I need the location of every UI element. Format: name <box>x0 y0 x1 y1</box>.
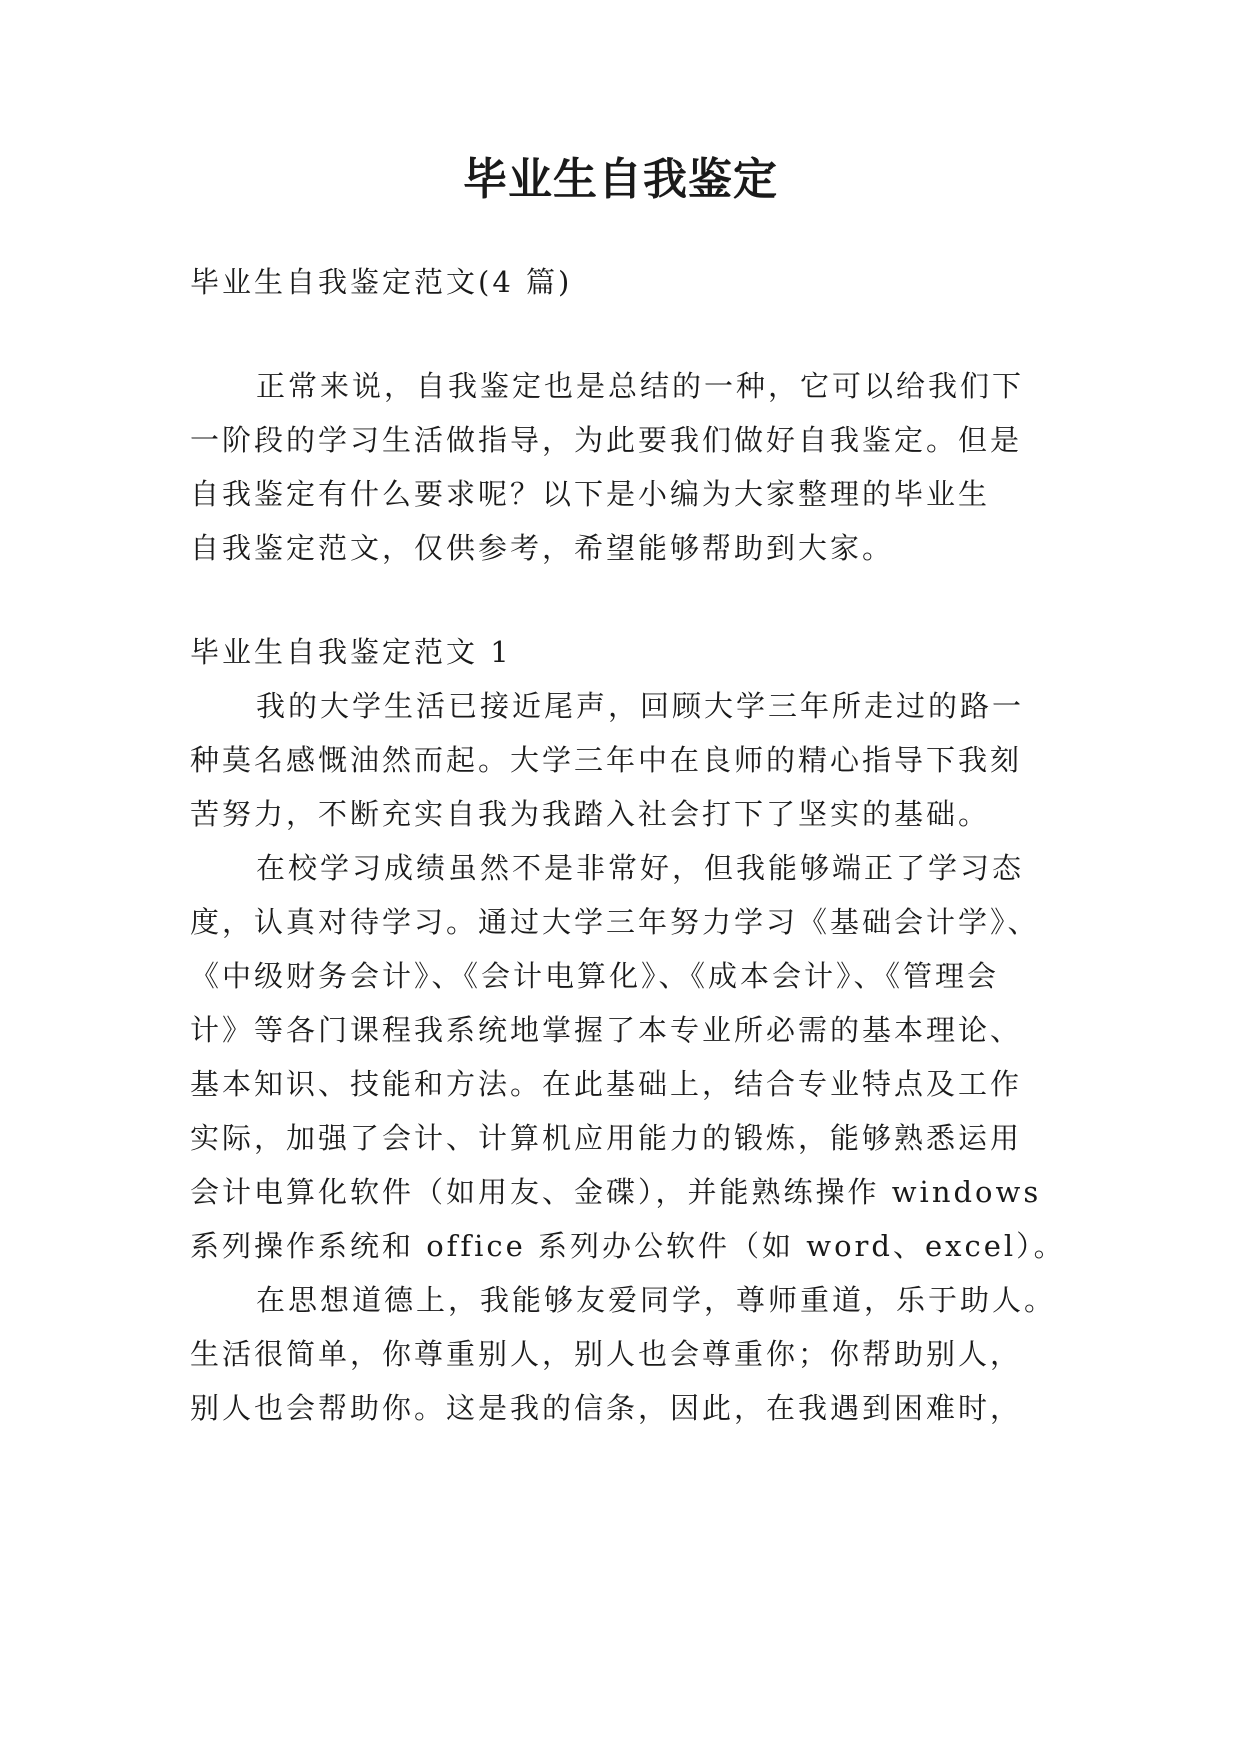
paragraph-line: 种莫名感慨油然而起。大学三年中在良师的精心指导下我刻 <box>190 743 1023 777</box>
section-heading: 毕业生自我鉴定范文 1 <box>190 635 512 669</box>
intro-line: 一阶段的学习生活做指导，为此要我们做好自我鉴定。但是 <box>190 423 1023 457</box>
intro-line: 自我鉴定有什么要求呢？以下是小编为大家整理的毕业生 <box>190 477 991 511</box>
paragraph-line: 系列操作系统和 office 系列办公软件（如 word、excel）。 <box>190 1229 1066 1263</box>
document-subtitle: 毕业生自我鉴定范文(4 篇) <box>190 265 573 299</box>
paragraph-line: 实际，加强了会计、计算机应用能力的锻炼，能够熟悉运用 <box>190 1121 1023 1155</box>
paragraph-line: 我的大学生活已接近尾声，回顾大学三年所走过的路一 <box>256 689 1025 723</box>
intro-line: 正常来说，自我鉴定也是总结的一种，它可以给我们下 <box>256 369 1025 403</box>
paragraph-line: 生活很简单，你尊重别人，别人也会尊重你；你帮助别人， <box>190 1337 1023 1371</box>
intro-line: 自我鉴定范文，仅供参考，希望能够帮助到大家。 <box>190 531 895 565</box>
paragraph-line: 《中级财务会计》、《会计电算化》、《成本会计》、《管理会 <box>190 959 1000 993</box>
paragraph-line: 在校学习成绩虽然不是非常好，但我能够端正了学习态 <box>256 851 1025 885</box>
paragraph-line: 度，认真对待学习。通过大学三年努力学习《基础会计学》、 <box>190 905 1040 939</box>
paragraph-line: 苦努力，不断充实自我为我踏入社会打下了坚实的基础。 <box>190 797 991 831</box>
document-title: 毕业生自我鉴定 <box>463 154 778 205</box>
paragraph-line: 会计电算化软件（如用友、金碟），并能熟练操作 windows <box>190 1175 1042 1209</box>
paragraph-line: 计》等各门课程我系统地掌握了本专业所必需的基本理论、 <box>190 1013 1023 1047</box>
paragraph-line: 别人也会帮助你。这是我的信条，因此，在我遇到困难时， <box>190 1391 1023 1425</box>
paragraph-line: 在思想道德上，我能够友爱同学，尊师重道，乐于助人。 <box>256 1283 1057 1317</box>
paragraph-line: 基本知识、技能和方法。在此基础上，结合专业特点及工作 <box>190 1067 1023 1101</box>
